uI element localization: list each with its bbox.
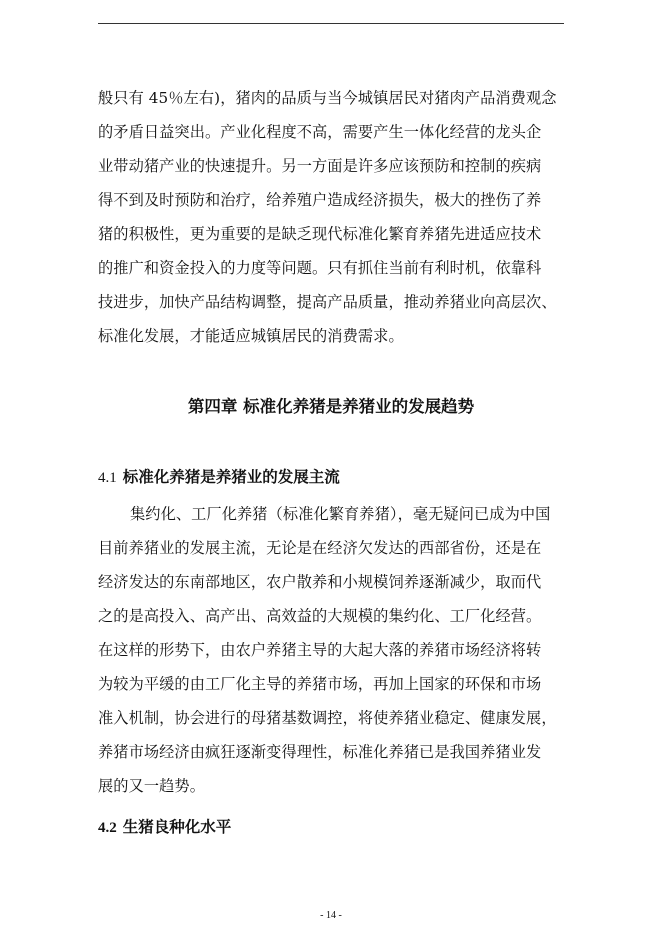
text-line: 的推广和资金投入的力度等问题。只有抓住当前有利时机，依靠科 — [98, 259, 542, 277]
text-line: 准入机制，协会进行的母猪基数调控，将使养猪业稳定、健康发展， — [98, 709, 557, 727]
text-line: 在这样的形势下，由农户养猪主导的大起大落的养猪市场经济将转 — [98, 641, 542, 659]
header-rule — [98, 23, 564, 24]
text-line: 展的又一趋势。 — [98, 777, 206, 795]
text-line: 集约化、工厂化养猪（标准化繁育养猪），毫无疑问已成为中国 — [130, 505, 551, 523]
section-number: 4.2 — [98, 820, 117, 836]
text-line: 猪的积极性，更为重要的是缺乏现代标准化繁育养猪先进适应技术 — [98, 225, 542, 243]
text-line: 般只有 45％左右)，猪肉的品质与当今城镇居民对猪肉产品消费观念 — [98, 89, 557, 107]
section-title: 生猪良种化水平 — [122, 817, 232, 836]
section-heading-4-1 — [98, 466, 340, 489]
text-line: 养猪市场经济由疯狂逐渐变得理性，标准化养猪已是我国养猪业发 — [98, 743, 542, 761]
text-line: 技进步，加快产品结构调整，提高产品质量，推动养猪业向高层次、 — [98, 293, 557, 311]
chapter-title: 第四章 标准化养猪是养猪业的发展趋势 — [187, 397, 475, 416]
text-line: 之的是高投入、高产出、高效益的大规模的集约化、工厂化经营。 — [98, 607, 542, 625]
text-line: 得不到及时预防和治疗，给养殖户造成经济损失，极大的挫伤了养 — [98, 191, 542, 209]
text-line: 标准化发展，才能适应城镇居民的消费需求。 — [98, 327, 404, 345]
text-line: 为较为平缓的由工厂化主导的养猪市场，再加上国家的环保和市场 — [98, 675, 542, 693]
text-line: 业带动猪产业的快速提升。另一方面是许多应该预防和控制的疾病 — [98, 157, 542, 175]
section-number: 4.1 — [98, 470, 117, 486]
text-line: 经济发达的东南部地区，农户散养和小规模饲养逐渐减少，取而代 — [98, 573, 542, 591]
page-number: - 14 - — [320, 910, 342, 921]
text-line: 目前养猪业的发展主流，无论是在经济欠发达的西部省份，还是在 — [98, 539, 542, 557]
section-title: 标准化养猪是养猪业的发展主流 — [122, 467, 340, 486]
text-line: 的矛盾日益突出。产业化程度不高，需要产生一体化经营的龙头企 — [98, 123, 542, 141]
section-heading-4-2 — [98, 816, 231, 839]
